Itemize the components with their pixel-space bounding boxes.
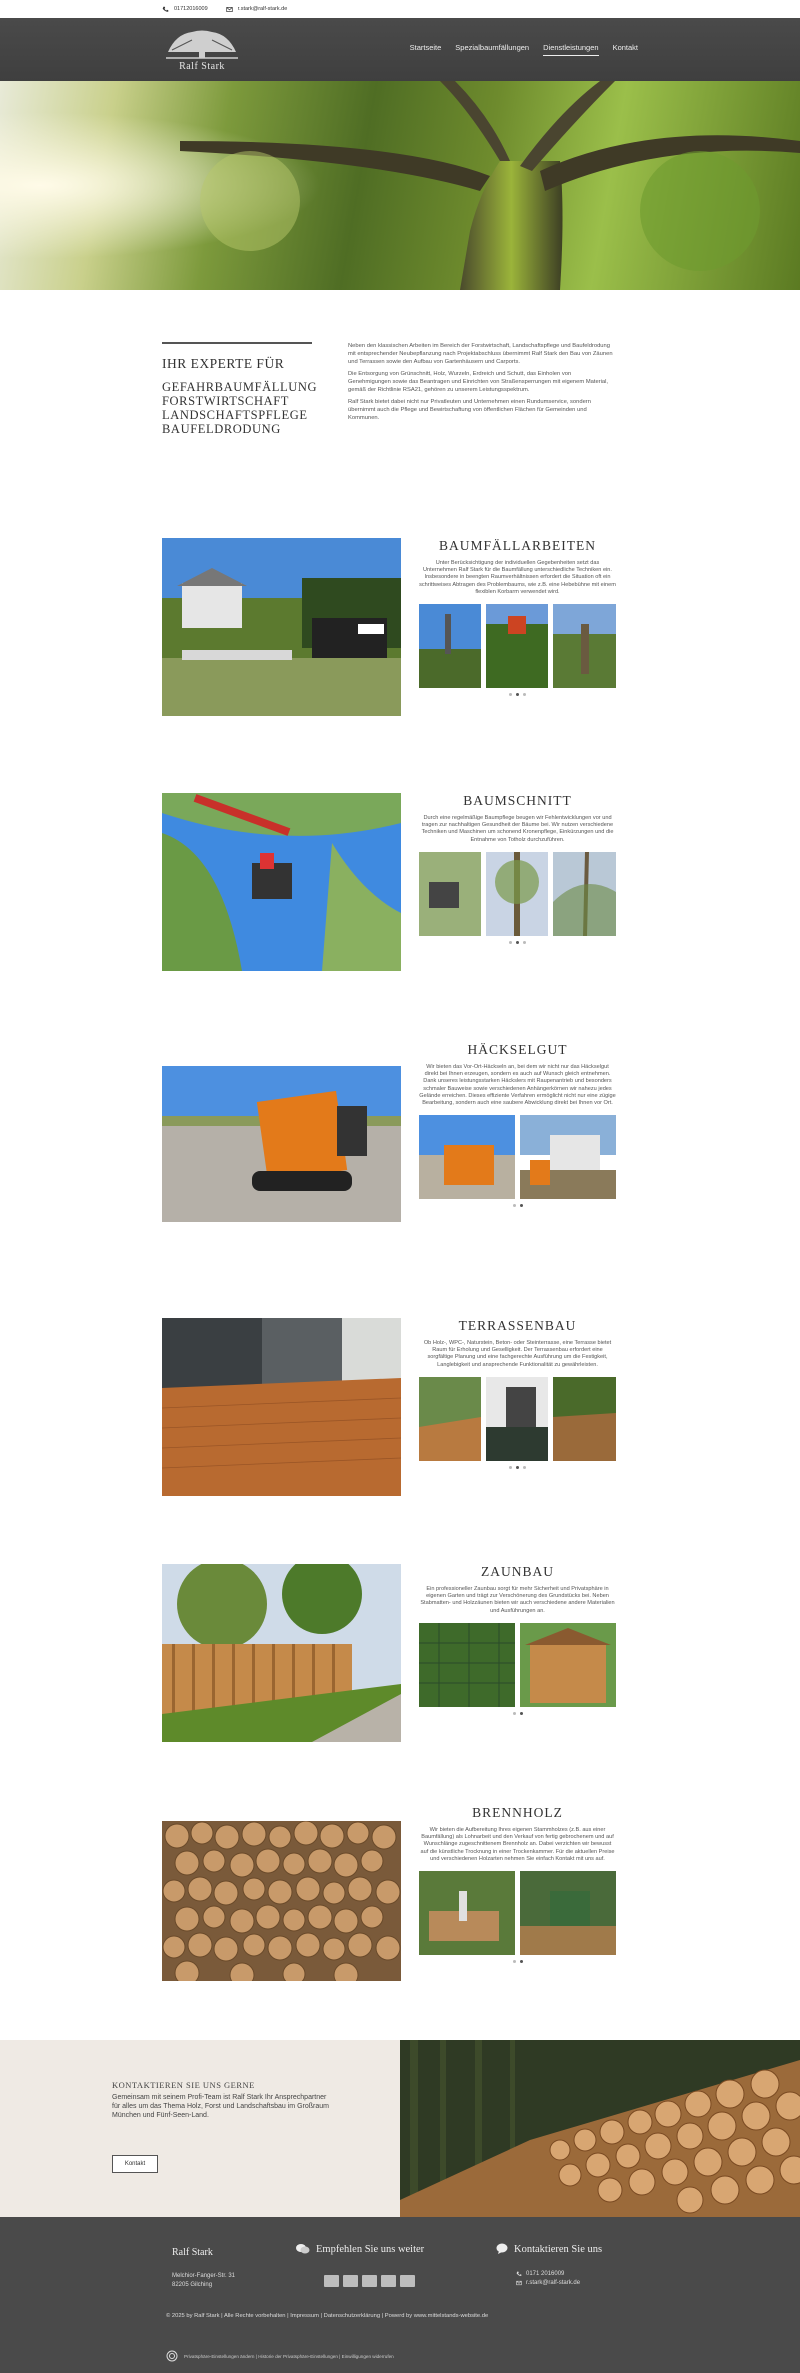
gallery-thumbnail[interactable] <box>520 1871 616 1955</box>
logo-text: Ralf Stark <box>179 60 225 72</box>
divider <box>162 342 312 344</box>
carousel-dot[interactable] <box>513 1204 516 1207</box>
carousel-dot[interactable] <box>516 1466 519 1469</box>
contact-heading-footer <box>496 2243 602 2255</box>
service-title: BAUMSCHNITT <box>463 793 572 808</box>
service-gallery <box>419 1871 616 1955</box>
carousel-dot[interactable] <box>520 1204 523 1207</box>
intro-paragraph: Neben den klassischen Arbeiten im Bereich der Forstwirtschaft, Landschaftspflege und Baufeldrodung mit entsprechender Neubepflanzung nach Projektabschluss übernimmt Ralf Stark den Bau von Zäunen und Terrassen sowie den Aufbau von Gartenhäusern und Carports. <box>348 343 613 365</box>
service-title: BAUMFÄLLARBEITEN <box>439 538 596 553</box>
gallery-thumbnail[interactable] <box>419 604 481 688</box>
carousel-dot[interactable] <box>513 1960 516 1963</box>
gallery-thumbnail[interactable] <box>553 1377 616 1461</box>
logo[interactable] <box>162 28 242 72</box>
contact-heading-footer-text: Kontaktieren Sie uns <box>514 2243 603 2255</box>
footer-share-block <box>296 2243 446 2287</box>
social-share-buttons <box>324 2275 446 2287</box>
footer-address-block <box>172 2247 235 2290</box>
gallery-thumbnail[interactable] <box>520 1623 616 1707</box>
service-content <box>419 1564 616 1715</box>
carousel-dot[interactable] <box>516 693 519 696</box>
intro-section <box>0 290 800 530</box>
top-bar <box>0 0 800 18</box>
copyright-line[interactable]: © 2025 by Ralf Stark | Alle Rechte vorbehalten | Impressum | Datenschutzerklärung | Powerd by www.mittelstands-website.de <box>166 2313 489 2319</box>
gallery-thumbnail[interactable] <box>419 1115 515 1199</box>
contact-section <box>0 2040 800 2217</box>
subheading-line: LANDSCHAFTSPFLEGE <box>162 408 308 422</box>
gallery-thumbnail[interactable] <box>419 852 481 936</box>
service-gallery <box>419 852 616 936</box>
service-content <box>419 1042 616 1207</box>
phone-icon <box>162 6 169 13</box>
subheading-line: GEFAHRBAUMFÄLLUNG <box>162 380 318 394</box>
service-description: Ob Holz-, WPC-, Naturstein, Beton- oder Steinterrasse, eine Terrasse bietet Raum für Erholung und Geselligkeit. Der Terrassenbau erfordert eine sorgfältige Planung und eine fachgerechte Ausführung um die Festigkeit, Langlebigkeit und ansprechende Funktionalität zu gewährleisten. <box>423 1340 612 1368</box>
carousel-dot[interactable] <box>523 941 526 944</box>
gallery-thumbnail[interactable] <box>419 1623 515 1707</box>
carousel-dots <box>419 1466 616 1469</box>
service-description: Ein professioneller Zaunbau sorgt für mehr Sicherheit und Privatsphäre in eigenen Garten und trägt zur Verschönerung des Grundstücks bei. Neben Stabmatten- und Holzzäunen bieten wir auch verschiedene andere Materialien und Ausführungen an. <box>420 1586 615 1614</box>
email-share-icon[interactable] <box>400 2275 415 2287</box>
carousel-dot[interactable] <box>513 1712 516 1715</box>
footer-email-text: r.stark@ralf-stark.de <box>526 2280 581 2286</box>
email-contact[interactable] <box>226 6 288 13</box>
service-main-image[interactable] <box>162 793 401 971</box>
intro-paragraph: Die Entsorgung von Grünschnitt, Holz, Wurzeln, Erdreich und Schutt, das Einholen von Genehmigungen sowie das Beantragen und Einrichten von Straßensperrungen mit eigenem Material, gemäß der Richtlinie RSA21, gehören zu unserem Leistungsspektrum. <box>348 371 609 393</box>
carousel-dots <box>419 1204 616 1207</box>
main-nav <box>410 43 638 56</box>
subheading-line: BAUFELDRODUNG <box>162 422 281 436</box>
privacy-settings <box>166 2350 394 2362</box>
service-title: TERRASSENBAU <box>458 1318 577 1333</box>
service-gallery <box>419 1623 616 1707</box>
service-main-image[interactable] <box>162 1318 401 1496</box>
intro-text <box>348 342 613 530</box>
gallery-thumbnail[interactable] <box>486 604 548 688</box>
gallery-thumbnail[interactable] <box>520 1115 616 1199</box>
carousel-dot[interactable] <box>509 693 512 696</box>
share-heading <box>296 2243 446 2255</box>
carousel-dot[interactable] <box>509 1466 512 1469</box>
footer-street: Melchior-Fanger-Str. 31 <box>172 2273 236 2279</box>
service-main-image[interactable] <box>162 1821 401 1981</box>
service-content <box>419 1805 616 1963</box>
service-description: Unter Berücksichtigung der individuellen Gegebenheiten setzt das Unternehmen Ralf Stark für die Baumfällung unterschiedliche Techniken ein. Insbesondere in beengten Raumverhältnissen erfordert die Situation oft ein schrittweises Abtragen des Problembaums, wie z.B. eine Hebebühne mit einem flexiblen Korbarm verwendet wird. <box>419 560 616 595</box>
phone-contact[interactable] <box>162 6 208 13</box>
nav-item-dienstleistungen[interactable]: Dienstleistungen <box>543 43 598 56</box>
intro-heading: IHR EXPERTE FÜR <box>162 356 285 371</box>
service-content <box>419 793 616 944</box>
privacy-links[interactable]: Privatsphäre-Einstellungen ändern | Historie der Privatsphäre-Einstellungen | Einwilligungen widerrufen <box>184 2353 394 2359</box>
subheading-line: FORSTWIRTSCHAFT <box>162 394 290 408</box>
footer-phone[interactable] <box>516 2271 602 2277</box>
footer <box>0 2217 800 2373</box>
facebook-share-icon[interactable] <box>324 2275 339 2287</box>
carousel-dot[interactable] <box>520 1960 523 1963</box>
tree-logo-icon <box>162 28 242 62</box>
contact-image <box>400 2040 800 2217</box>
service-main-image[interactable] <box>162 1564 401 1742</box>
service-title: ZAUNBAU <box>481 1564 554 1579</box>
gallery-thumbnail[interactable] <box>553 604 616 688</box>
gallery-thumbnail[interactable] <box>419 1871 515 1955</box>
carousel-dot[interactable] <box>509 941 512 944</box>
service-description: Wir bieten das Vor-Ort-Häckseln an, bei dem wir nicht nur das Häckselgut direkt bei Ihnen erzeugen, sondern es auch auf Wunsch gleich entnehmen. Dank unseres leistungsstarken Häckslers mit Raupenantrieb und besonders schmaler Bauweise sowie verschiedenen Anhängerkörnen wir nahezu jedes Gelände erreichen. Dieses effiziente Verfahren ermöglicht nicht nur eine zügige Bearbeitung, sondern auch eine saubere Abwicklung direkt bei Ihnen vor Ort. <box>419 1064 616 1107</box>
intro-subheading <box>162 380 318 436</box>
nav-item-spezialbaumfaellungen[interactable]: Spezialbaumfällungen <box>455 43 530 52</box>
carousel-dots <box>419 941 616 944</box>
fingerprint-icon[interactable] <box>166 2350 178 2362</box>
contact-panel <box>0 2040 400 2217</box>
service-description: Durch eine regelmäßige Baumpflege beugen wir Fehlentwicklungen vor und tragen zur nachhaltigen Gesundheit der Bäume bei. Wir nutzen verschiedene Techniken und Maschinen um schonend Kronenpflege, Einkürzungen und die Entnahme von Totholz durchzuführen. <box>421 815 614 843</box>
hero-image <box>0 81 800 290</box>
carousel-dots <box>419 1712 616 1715</box>
chat-bubble-icon <box>296 2243 310 2255</box>
share-heading-text: Empfehlen Sie uns weiter <box>316 2243 425 2255</box>
chat-bubble-icon <box>496 2243 508 2255</box>
nav-item-kontakt[interactable]: Kontakt <box>612 43 638 52</box>
xing-share-icon[interactable] <box>381 2275 396 2287</box>
carousel-dots <box>419 1960 616 1963</box>
contact-heading: KONTAKTIEREN SIE UNS GERNE <box>112 2080 255 2090</box>
service-title: BRENNHOLZ <box>472 1805 563 1820</box>
service-main-image[interactable] <box>162 1066 401 1222</box>
header <box>0 18 800 81</box>
service-gallery <box>419 1115 616 1199</box>
twitter-share-icon[interactable] <box>343 2275 358 2287</box>
service-content <box>419 1318 616 1469</box>
service-content <box>419 538 616 696</box>
service-gallery <box>419 1377 616 1461</box>
service-title: HÄCKSELGUT <box>467 1042 568 1057</box>
mail-icon <box>516 2280 522 2286</box>
intro-heading-block <box>162 342 318 530</box>
carousel-dot[interactable] <box>516 941 519 944</box>
footer-contact-block <box>496 2243 602 2286</box>
footer-email[interactable] <box>516 2280 602 2286</box>
carousel-dot[interactable] <box>523 1466 526 1469</box>
contact-button[interactable]: Kontakt <box>112 2155 158 2173</box>
gallery-thumbnail[interactable] <box>486 1377 548 1461</box>
gallery-thumbnail[interactable] <box>553 852 616 936</box>
footer-city: 82205 Gilching <box>172 2282 213 2288</box>
service-main-image[interactable] <box>162 538 401 716</box>
gallery-thumbnail[interactable] <box>486 852 548 936</box>
contact-text: Gemeinsam mit seinem Profi-Team ist Ralf Stark Ihr Ansprechpartner für alles um das Thema Holz, Forst und Landschaftsbau im Großraum München und Fünf-Seen-Land. <box>112 2094 329 2119</box>
service-description: Wir bieten die Aufbereitung Ihres eigenen Stammholzes (z.B. aus einer Baumfällung) als Lohnarbeit und den Verkauf von fertig gebrochenem und auf Wunschlänge zugeschnittenem Brennholz an. Dabei verzichten wir bewusst auf die künstliche Trocknung in einer Trockenkammer. Für die aktuellen Preise und verschiedenen Holzarten nehmen Sie einfach Kontakt mit uns auf. <box>420 1827 615 1862</box>
nav-item-startseite[interactable]: Startseite <box>409 43 442 52</box>
intro-paragraph: Ralf Stark bietet dabei nicht nur Privatleuten und Unternehmen einen Rundumservice, sondern übernimmt auch die Pflege und Bewirtschaftung von öffentlichen Flächen für Gemeinden und Kommunen. <box>348 399 591 421</box>
linkedin-share-icon[interactable] <box>362 2275 377 2287</box>
gallery-thumbnail[interactable] <box>419 1377 481 1461</box>
mail-icon <box>226 6 233 13</box>
carousel-dot[interactable] <box>520 1712 523 1715</box>
service-gallery <box>419 604 616 688</box>
carousel-dots <box>419 693 616 696</box>
carousel-dot[interactable] <box>523 693 526 696</box>
footer-company-name: Ralf Stark <box>172 2247 213 2258</box>
footer-phone-text: 0171 2016009 <box>526 2271 565 2277</box>
phone-number: 01712016009 <box>174 6 208 12</box>
email-address: r.stark@ralf-stark.de <box>237 6 288 12</box>
phone-icon <box>516 2271 522 2277</box>
